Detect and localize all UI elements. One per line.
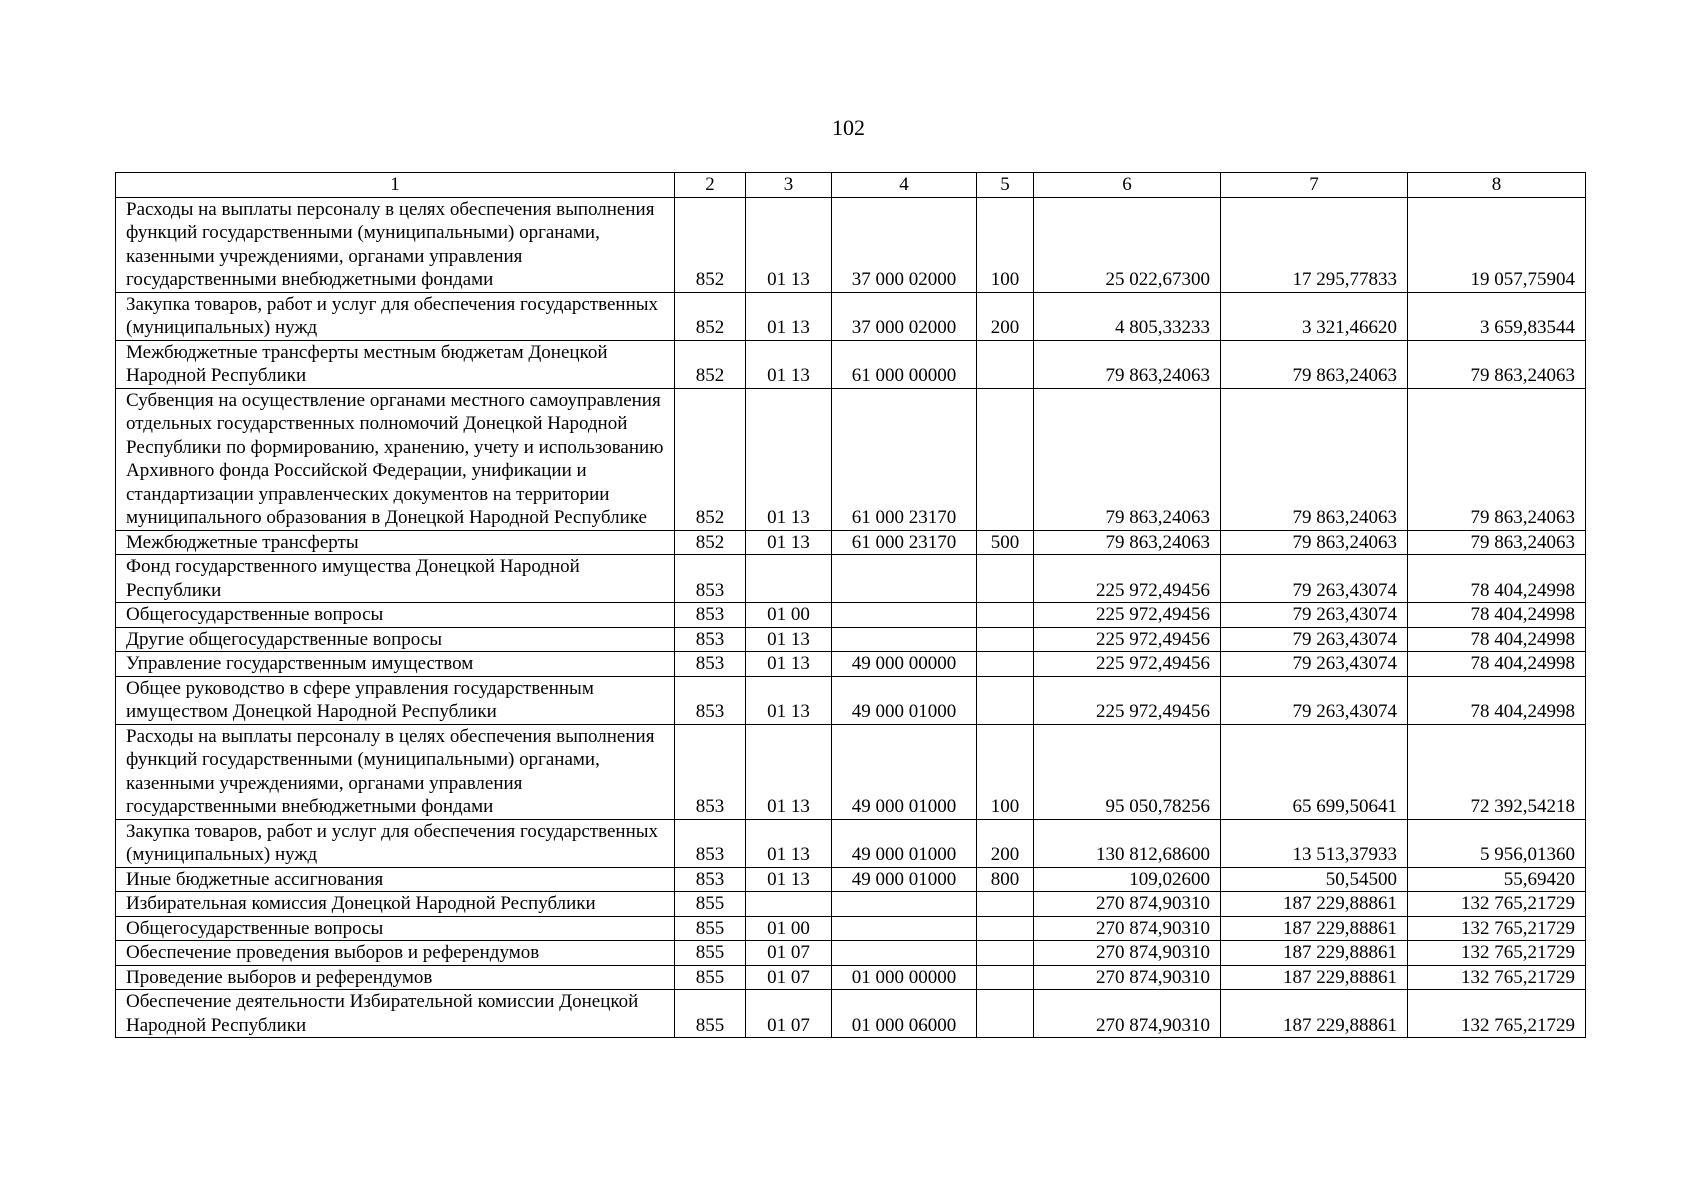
department-code-cell: 853	[675, 627, 746, 652]
item-name-cell: Субвенция на осуществление органами местного самоуправления отдельных государственных полномочий Донецкой Народной Республики по формированию, хранению, учету и использованию Архивного фонда Российской Федерации, унификации и стандартизации управленческих документов на территории муниципального образования в Донецкой Народной Республике	[116, 388, 675, 530]
amount-col7-cell: 79 863,24063	[1221, 340, 1408, 388]
target-item-cell: 01 000 06000	[832, 990, 977, 1038]
amount-col7-cell: 187 229,88861	[1221, 965, 1408, 990]
amount-col7-cell: 79 263,43074	[1221, 555, 1408, 603]
amount-col7-cell: 79 863,24063	[1221, 388, 1408, 530]
amount-col7-cell: 187 229,88861	[1221, 892, 1408, 917]
target-item-cell	[832, 603, 977, 628]
expense-type-cell: 800	[977, 867, 1034, 892]
budget-table	[115, 172, 1586, 1038]
item-name-cell: Другие общегосударственные вопросы	[116, 627, 675, 652]
expense-type-cell	[977, 892, 1034, 917]
table-row	[116, 197, 1586, 292]
amount-col6-cell: 4 805,33233	[1034, 292, 1221, 340]
amount-col6-cell: 225 972,49456	[1034, 627, 1221, 652]
expense-type-cell	[977, 676, 1034, 724]
target-item-cell	[832, 916, 977, 941]
section-code-cell: 01 13	[746, 676, 832, 724]
amount-col6-cell: 79 863,24063	[1034, 388, 1221, 530]
department-code-cell: 853	[675, 819, 746, 867]
amount-col8-cell: 132 765,21729	[1408, 941, 1586, 966]
amount-col6-cell: 270 874,90310	[1034, 892, 1221, 917]
amount-col8-cell: 78 404,24998	[1408, 652, 1586, 677]
amount-col8-cell: 5 956,01360	[1408, 819, 1586, 867]
expense-type-cell	[977, 388, 1034, 530]
table-row	[116, 916, 1586, 941]
section-code-cell: 01 13	[746, 652, 832, 677]
department-code-cell: 853	[675, 676, 746, 724]
amount-col6-cell: 95 050,78256	[1034, 724, 1221, 819]
target-item-cell	[832, 941, 977, 966]
target-item-cell: 37 000 02000	[832, 197, 977, 292]
table-row	[116, 627, 1586, 652]
table-row	[116, 941, 1586, 966]
department-code-cell: 852	[675, 388, 746, 530]
amount-col6-cell: 270 874,90310	[1034, 990, 1221, 1038]
amount-col6-cell: 225 972,49456	[1034, 555, 1221, 603]
amount-col7-cell: 79 263,43074	[1221, 603, 1408, 628]
section-code-cell: 01 07	[746, 965, 832, 990]
expense-type-cell: 100	[977, 724, 1034, 819]
target-item-cell: 61 000 23170	[832, 388, 977, 530]
column-header: 1	[116, 173, 675, 198]
expense-type-cell	[977, 652, 1034, 677]
amount-col7-cell: 79 863,24063	[1221, 530, 1408, 555]
item-name-cell: Межбюджетные трансферты	[116, 530, 675, 555]
expense-type-cell: 100	[977, 197, 1034, 292]
item-name-cell: Обеспечение деятельности Избирательной комиссии Донецкой Народной Республики	[116, 990, 675, 1038]
amount-col8-cell: 19 057,75904	[1408, 197, 1586, 292]
amount-col7-cell: 187 229,88861	[1221, 990, 1408, 1038]
target-item-cell: 37 000 02000	[832, 292, 977, 340]
item-name-cell: Управление государственным имуществом	[116, 652, 675, 677]
column-header: 6	[1034, 173, 1221, 198]
section-code-cell: 01 13	[746, 867, 832, 892]
section-code-cell: 01 13	[746, 530, 832, 555]
amount-col6-cell: 79 863,24063	[1034, 530, 1221, 555]
section-code-cell: 01 00	[746, 916, 832, 941]
amount-col8-cell: 78 404,24998	[1408, 676, 1586, 724]
section-code-cell: 01 13	[746, 340, 832, 388]
target-item-cell	[832, 892, 977, 917]
amount-col8-cell: 132 765,21729	[1408, 892, 1586, 917]
section-code-cell: 01 13	[746, 724, 832, 819]
table-row	[116, 555, 1586, 603]
column-header: 7	[1221, 173, 1408, 198]
amount-col7-cell: 79 263,43074	[1221, 676, 1408, 724]
item-name-cell: Избирательная комиссия Донецкой Народной Республики	[116, 892, 675, 917]
page-number: 102	[832, 115, 865, 140]
item-name-cell: Иные бюджетные ассигнования	[116, 867, 675, 892]
column-header: 5	[977, 173, 1034, 198]
expense-type-cell: 200	[977, 819, 1034, 867]
amount-col8-cell: 79 863,24063	[1408, 340, 1586, 388]
amount-col6-cell: 225 972,49456	[1034, 652, 1221, 677]
target-item-cell: 49 000 00000	[832, 652, 977, 677]
amount-col8-cell: 79 863,24063	[1408, 388, 1586, 530]
item-name-cell: Обеспечение проведения выборов и референдумов	[116, 941, 675, 966]
amount-col7-cell: 79 263,43074	[1221, 652, 1408, 677]
amount-col8-cell: 79 863,24063	[1408, 530, 1586, 555]
amount-col7-cell: 65 699,50641	[1221, 724, 1408, 819]
amount-col7-cell: 187 229,88861	[1221, 916, 1408, 941]
department-code-cell: 852	[675, 340, 746, 388]
column-header: 4	[832, 173, 977, 198]
table-row	[116, 867, 1586, 892]
expense-type-cell	[977, 627, 1034, 652]
table-body	[116, 197, 1586, 1038]
amount-col8-cell: 132 765,21729	[1408, 916, 1586, 941]
target-item-cell: 49 000 01000	[832, 819, 977, 867]
section-code-cell: 01 13	[746, 819, 832, 867]
item-name-cell: Общегосударственные вопросы	[116, 916, 675, 941]
column-header: 3	[746, 173, 832, 198]
expense-type-cell	[977, 965, 1034, 990]
amount-col6-cell: 270 874,90310	[1034, 916, 1221, 941]
expense-type-cell	[977, 941, 1034, 966]
amount-col7-cell: 13 513,37933	[1221, 819, 1408, 867]
target-item-cell: 49 000 01000	[832, 724, 977, 819]
table-row	[116, 990, 1586, 1038]
amount-col8-cell: 78 404,24998	[1408, 627, 1586, 652]
table-row	[116, 965, 1586, 990]
table-row	[116, 603, 1586, 628]
expense-type-cell	[977, 340, 1034, 388]
amount-col6-cell: 109,02600	[1034, 867, 1221, 892]
department-code-cell: 855	[675, 916, 746, 941]
expense-type-cell	[977, 990, 1034, 1038]
target-item-cell: 49 000 01000	[832, 867, 977, 892]
item-name-cell: Расходы на выплаты персоналу в целях обеспечения выполнения функций государственными (муниципальными) органами, казенными учреждениями, органами управления государственными внебюджетными фондами	[116, 724, 675, 819]
department-code-cell: 852	[675, 292, 746, 340]
department-code-cell: 853	[675, 603, 746, 628]
department-code-cell: 855	[675, 965, 746, 990]
amount-col6-cell: 270 874,90310	[1034, 941, 1221, 966]
amount-col8-cell: 132 765,21729	[1408, 965, 1586, 990]
amount-col8-cell: 55,69420	[1408, 867, 1586, 892]
table-row	[116, 724, 1586, 819]
amount-col7-cell: 79 263,43074	[1221, 627, 1408, 652]
amount-col6-cell: 130 812,68600	[1034, 819, 1221, 867]
department-code-cell: 852	[675, 530, 746, 555]
item-name-cell: Проведение выборов и референдумов	[116, 965, 675, 990]
target-item-cell: 61 000 23170	[832, 530, 977, 555]
department-code-cell: 853	[675, 724, 746, 819]
amount-col7-cell: 50,54500	[1221, 867, 1408, 892]
amount-col8-cell: 72 392,54218	[1408, 724, 1586, 819]
item-name-cell: Закупка товаров, работ и услуг для обеспечения государственных (муниципальных) нужд	[116, 292, 675, 340]
section-code-cell: 01 13	[746, 627, 832, 652]
item-name-cell: Общее руководство в сфере управления государственным имуществом Донецкой Народной Республики	[116, 676, 675, 724]
amount-col6-cell: 225 972,49456	[1034, 676, 1221, 724]
item-name-cell: Общегосударственные вопросы	[116, 603, 675, 628]
target-item-cell: 61 000 00000	[832, 340, 977, 388]
department-code-cell: 853	[675, 555, 746, 603]
amount-col6-cell: 225 972,49456	[1034, 603, 1221, 628]
amount-col8-cell: 132 765,21729	[1408, 990, 1586, 1038]
department-code-cell: 855	[675, 892, 746, 917]
amount-col8-cell: 3 659,83544	[1408, 292, 1586, 340]
expense-type-cell: 200	[977, 292, 1034, 340]
expense-type-cell: 500	[977, 530, 1034, 555]
item-name-cell: Межбюджетные трансферты местным бюджетам Донецкой Народной Республики	[116, 340, 675, 388]
section-code-cell: 01 07	[746, 990, 832, 1038]
department-code-cell: 853	[675, 652, 746, 677]
table-row	[116, 292, 1586, 340]
amount-col6-cell: 25 022,67300	[1034, 197, 1221, 292]
department-code-cell: 853	[675, 867, 746, 892]
section-code-cell: 01 07	[746, 941, 832, 966]
target-item-cell	[832, 627, 977, 652]
section-code-cell: 01 13	[746, 197, 832, 292]
amount-col7-cell: 17 295,77833	[1221, 197, 1408, 292]
amount-col8-cell: 78 404,24998	[1408, 603, 1586, 628]
section-code-cell	[746, 555, 832, 603]
item-name-cell: Фонд государственного имущества Донецкой Народной Республики	[116, 555, 675, 603]
amount-col6-cell: 270 874,90310	[1034, 965, 1221, 990]
target-item-cell: 01 000 00000	[832, 965, 977, 990]
department-code-cell: 855	[675, 990, 746, 1038]
expense-type-cell	[977, 916, 1034, 941]
amount-col7-cell: 3 321,46620	[1221, 292, 1408, 340]
item-name-cell: Закупка товаров, работ и услуг для обеспечения государственных (муниципальных) нужд	[116, 819, 675, 867]
amount-col8-cell: 78 404,24998	[1408, 555, 1586, 603]
section-code-cell: 01 13	[746, 388, 832, 530]
table-row	[116, 819, 1586, 867]
section-code-cell: 01 00	[746, 603, 832, 628]
section-code-cell	[746, 892, 832, 917]
expense-type-cell	[977, 603, 1034, 628]
department-code-cell: 852	[675, 197, 746, 292]
section-code-cell: 01 13	[746, 292, 832, 340]
amount-col7-cell: 187 229,88861	[1221, 941, 1408, 966]
table-row	[116, 892, 1586, 917]
amount-col6-cell: 79 863,24063	[1034, 340, 1221, 388]
column-header: 8	[1408, 173, 1586, 198]
table-row	[116, 340, 1586, 388]
expense-type-cell	[977, 555, 1034, 603]
table-row	[116, 530, 1586, 555]
target-item-cell: 49 000 01000	[832, 676, 977, 724]
table-row	[116, 388, 1586, 530]
target-item-cell	[832, 555, 977, 603]
table-row	[116, 652, 1586, 677]
column-header: 2	[675, 173, 746, 198]
header-row	[116, 173, 1586, 198]
table-row	[116, 676, 1586, 724]
department-code-cell: 855	[675, 941, 746, 966]
item-name-cell: Расходы на выплаты персоналу в целях обеспечения выполнения функций государственными (муниципальными) органами, казенными учреждениями, органами управления государственными внебюджетными фондами	[116, 197, 675, 292]
